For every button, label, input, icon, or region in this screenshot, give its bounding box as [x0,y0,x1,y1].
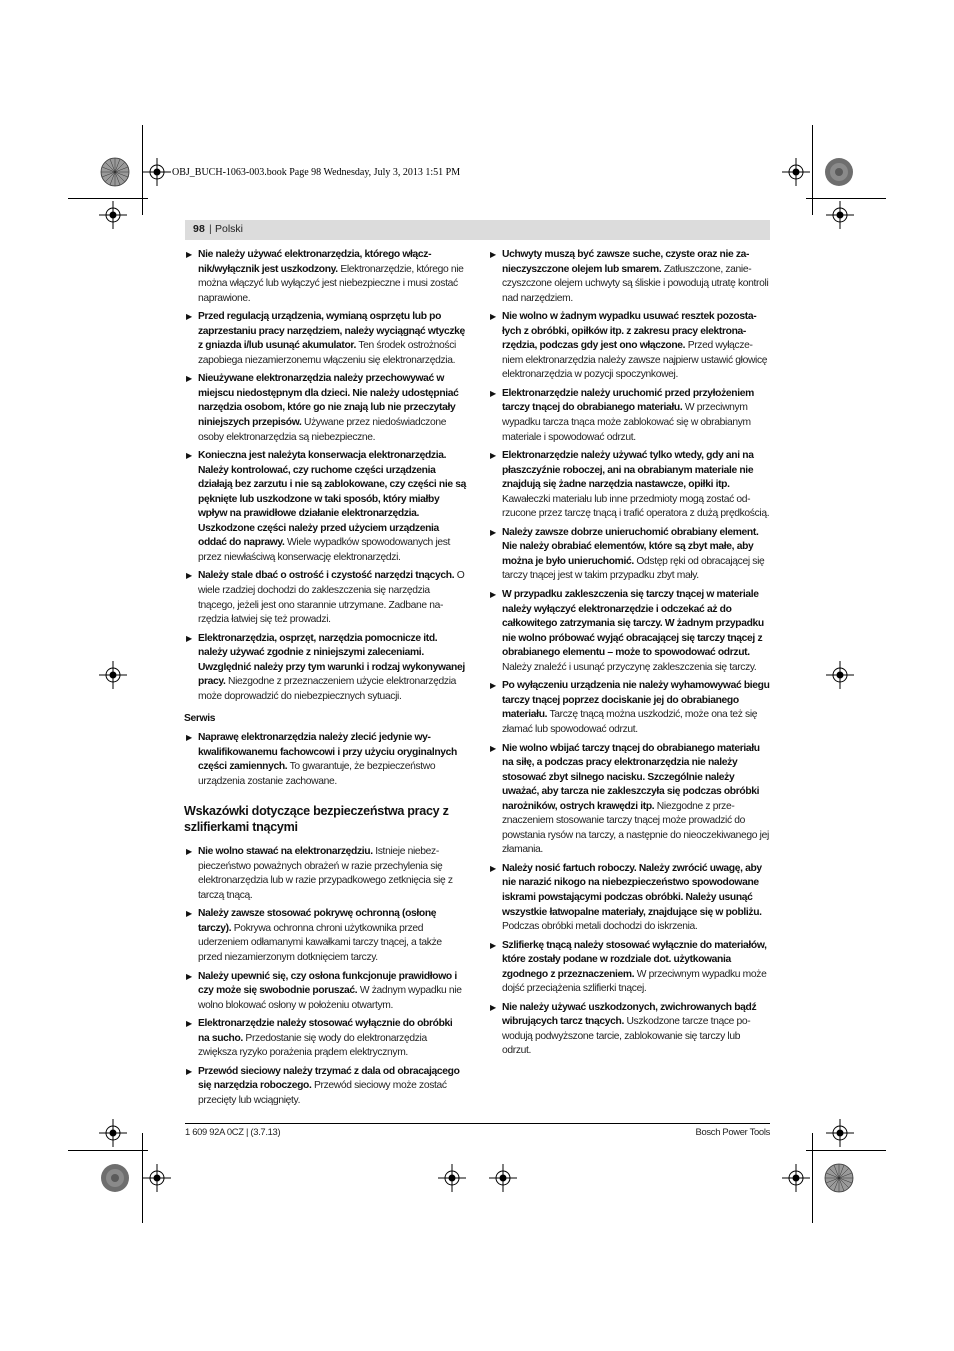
item-body-text: Przewód sieciowy może zostać przecięty lub wciągnięty. [198,1080,447,1106]
list-item [488,679,770,737]
item-bold-text: Przewód sieciowy należy trzymać z dala od obracającego się narzędzia roboczego. [198,1065,460,1092]
list-item [488,742,770,858]
item-bold-text: Elektronarzędzie należy uruchomić przed przyłożeniem tarczy tnącej do obrabianego materiału. [502,387,754,414]
bullet-arrow-icon: ▶ [490,743,496,753]
bullet-arrow-icon: ▶ [186,312,192,322]
item-bold-text: Elektronarzędzie należy używać tylko wtedy, gdy ani na płaszczyźnie roboczej, ani na obrabianym materiale nie znajdują się żadne narzędzia nastawcze, opiłki itp. [502,450,754,491]
bullet-arrow-icon: ▶ [186,909,192,919]
bullet-arrow-icon: ▶ [186,847,192,857]
item-body-text: Niezgodne z przeznaczeniem użycie elektronarzędzia może doprowadzić do niebezpiecznych sytuacji. [198,676,457,702]
item-body-text: Pokrywa ochronna chroni użytkownika przed uderzeniem odłamanymi kawałkami tarczy tnącej, a także przed niezamierzonym dotknięciem tarczy. [198,922,442,963]
page-header [185,220,770,240]
item-body-text: Przedostanie się wody do elektronarzędzia zwiększa ryzyko porażenia prądem elektrycznym. [198,1032,427,1059]
bullet-arrow-icon: ▶ [490,681,496,691]
item-body-text: Używane przez niedoświadczone osoby elektronarzędzia są niebezpieczne. [198,417,447,443]
item-body-text: Odstęp ręki od obracającej się tarczy tnącej jest w takim przypadku zbyt mały. [502,555,765,582]
item-body-text: Elektronarzędzie, którego nie można włączyć lub wyłączyć jest niebezpieczne i musi zostać naprawione. [198,263,464,304]
item-bold-text: Nie należy używać uszkodzonych, zwichrowanych bądź wibrujących tarcz tnących. [502,1001,757,1028]
item-bold-text: Należy nosić fartuch roboczy. Należy zwrócić uwagę, aby nie narazić nikogo na niebezpieczeństwo spowodowane iskrami powstającymi podczas obróbki. Należy usunąć wszystkie łatwopalne materiały, znajdujące się w pobliżu. [502,862,762,918]
list-item [184,310,466,368]
bullet-arrow-icon: ▶ [186,451,192,461]
page-number: 98 [193,223,205,235]
item-bold-text: Nie wolno w żadnym wypadku usuwać resztek pozostałych z obróbki, opiłków itp. z zakresu pracy elektronarzędzia, podczas gdy jest ono włączone. [502,311,757,352]
item-bold-text: Nie wolno wbijać tarczy tnącej do obrabianego materiału na siłę, a podczas pracy elektronarzędzia nie należy stosować zbyt silnego nacisku. Szczególnie należy uważać, aby tarcza nie zakleszczyła się podczas obróbki narożników, ostrych krawędzi itp. [502,742,760,812]
list-item [184,248,466,306]
bullet-arrow-icon: ▶ [186,1066,192,1076]
list-item [184,845,466,903]
bullet-arrow-icon: ▶ [490,250,496,259]
bullet-arrow-icon: ▶ [490,863,496,873]
list-item [488,310,770,383]
item-bold-text: Nieużywane elektronarzędzia należy przechowywać w miejscu niedostępnym dla dzieci. Nie należy udostępniać narzędzia osobom, które go nie znają lub nie przeczytały niniejszych przepisów. [198,373,459,429]
item-body-text: Podczas obróbki metali dochodzi do iskrzenia. [502,921,698,933]
list-item [184,1065,466,1109]
list-item [184,569,466,627]
list-item [184,372,466,445]
item-body-text: W przeciwnym wypadku może dojść przeciążenia szlifierki tnącej. [502,968,767,995]
header-language: Polski [215,223,244,235]
list-item [184,970,466,1014]
bullet-arrow-icon: ▶ [490,590,496,600]
item-body-text: Zatłuszczone, zanieczyszczone olejem uchwyty są śliskie i powodują utratę kontroli nad narzędziem. [502,263,769,304]
item-bold-text: Nie należy używać elektronarzędzia, którego włącznik/wyłącznik jest uszkodzony. [198,249,432,275]
item-bold-text: Po wyłączeniu urządzenia nie należy wyhamowywać biegu tarczy tnącej poprzez dociskanie jej do obrabianego materiału. [502,680,770,721]
item-bold-text: Uchwyty muszą być zawsze suche, czyste oraz nie zanieczyszczone olejem lub smarem. [502,249,750,275]
item-body-text: Istnieje niebezpieczeństwo poważnych obrażeń w razie przechylenia się elektronarzędzia lub w razie przypadkowego zetknięcia się z tarczą tnącą. [198,846,453,901]
list-item [184,449,466,565]
list-item [488,1001,770,1059]
list-item [184,731,466,789]
safety-list-service [184,731,466,789]
footer-rule [185,1123,770,1124]
list-item [184,907,466,965]
footer-doc-number: 1 609 92A 0CZ | (3.7.13) [185,1126,281,1137]
list-item [488,449,770,522]
item-body-text: Uszkodzone tarcze tnące powodują podwyższone tarcie, zablokowanie się tarczy lub odrzut. [502,1016,751,1057]
item-body-text: Przed wyłączeniem elektronarzędzia należy zawsze najpierw ustawić głowicę elektronarzędzia w pozycji spoczynkowej. [502,340,768,381]
header-separator: | [209,223,212,235]
bullet-arrow-icon: ▶ [490,451,496,461]
bullet-arrow-icon: ▶ [186,250,192,259]
safety-list-cutoff-continued [488,248,770,1059]
bullet-arrow-icon: ▶ [186,374,192,384]
item-bold-text: Należy zawsze dobrze unieruchomić obrabiany element. Nie należy obrabiać elementów, które są zbyt małe, aby można je było unieruchomić. [502,526,759,567]
item-bold-text: Konieczna jest należyta konserwacja elektronarzędzia. Należy kontrolować, czy ruchome części urządzenia działają bez zarzutu i nie są zablokowane, czy części nie są pęknięte lub uszkodzone w taki sposób, który miałby wpływ na prawidłowe działanie elektronarzędzia. Uszkodzone części należy przed użyciem urządzenia oddać do naprawy. [198,450,466,549]
item-bold-text: Należy zawsze stosować pokrywę ochronną (osłonę tarczy). [198,908,437,934]
bullet-arrow-icon: ▶ [490,527,496,537]
item-bold-text: Szlifierkę tnącą należy stosować wyłącznie do materiałów, które zostały podane w rozdziale dot. użytkowania zgodnego z przeznaczeniem. [502,939,767,980]
bullet-arrow-icon: ▶ [490,388,496,398]
print-slug: OBJ_BUCH-1063-003.book Page 98 Wednesday, July 3, 2013 1:51 PM [172,167,461,178]
bullet-arrow-icon: ▶ [186,732,192,742]
list-item [488,387,770,445]
list-item [488,862,770,935]
item-body-text: Niezgodne z przeznaczeniem stosowanie tarczy tnącej może prowadzić do powstania rysów na tarczy, a następnie do nieoczekiwanego jej złamania. [502,800,769,856]
footer-brand: Bosch Power Tools [695,1126,770,1137]
bullet-arrow-icon: ▶ [186,633,192,643]
right-column [488,248,770,1063]
item-body-text: O wiele rzadziej dochodzi do zakleszczenia się narzędzia tnącego, jeżeli jest ono starannie utrzymane. Zadbane narzędzia łatwiej się też prowadzi. [198,570,465,626]
list-item [184,1017,466,1061]
item-bold-text: Należy stale dbać o ostrość i czystość narzędzi tnących. [198,570,455,582]
item-body-text: Kawałeczki materiału lub inne przedmioty mogą zostać odrzucone przez tarczę tnącą i trafić operatora z dużą prędkością. [502,493,770,520]
safety-list-general [184,248,466,704]
bullet-arrow-icon: ▶ [490,1002,496,1012]
list-item [488,526,770,584]
item-bold-text: Należy upewnić się, czy osłona funkcjonuje prawidłowo i czy może się swobodnie poruszać. [198,970,457,997]
item-body-text: Należy znaleźć i usunąć przyczynę zakleszczenia się tarczy. [502,661,757,673]
item-body-text: Ten środek ostrożności zapobiega niezamierzonemu włączeniu się elektronarzędzia. [198,340,456,366]
item-body-text: To gwarantuje, że bezpieczeństwo urządzenia zostanie zachowane. [198,761,436,787]
item-bold-text: Przed regulacją urządzenia, wymianą osprzętu lub po zaprzestaniu pracy narzędziem, należy wyciągnąć wtyczkę z gniazda i/lub usunąć akumulator. [198,311,465,352]
item-body-text: Tarczę tnącą można uszkodzić, może ona też się złamać lub spowodować odrzut. [502,709,758,735]
list-item [184,632,466,705]
list-item [488,248,770,306]
list-item [488,939,770,997]
item-body-text: W przeciwnym wypadku tarcza tnąca może zablokować się w obrabianym materiale i spowodować odrzut. [502,402,751,443]
bullet-arrow-icon: ▶ [186,1019,192,1029]
item-body-text: W żadnym wypadku nie wolno blokować osłony w położeniu otwartym. [198,985,462,1011]
bullet-arrow-icon: ▶ [490,312,496,322]
bullet-arrow-icon: ▶ [186,571,192,581]
item-bold-text: Elektronarzędzie należy stosować wyłącznie do obróbki na sucho. [198,1018,453,1044]
safety-list-cutoff [184,845,466,1108]
item-bold-text: Nie wolno stawać na elektronarzędziu. [198,846,373,858]
item-body-text: Wiele wypadków spowodowanych jest przez niewłaściwą konserwację elektronarzędzi. [198,537,451,563]
left-column [184,248,466,1112]
service-heading: Serwis [184,713,216,725]
section-heading: Wskazówki dotyczące bezpieczeństwa pracy z szlifierkami tnącymi [184,804,449,835]
item-bold-text: W przypadku zakleszczenia się tarczy tnącej w materiale należy wyłączyć elektronarzędzie i odczekać aż do całkowitego zatrzymania się tarczy. W żadnym przypadku nie wolno próbować wyjąć obracającej się tarczy tnącej z obrabianego elementu – może to spowodować odrzut. [502,589,764,659]
item-bold-text: Naprawę elektronarzędzia należy zlecić jedynie wykwalifikowanemu fachowcowi i przy użyciu oryginalnych części zamiennych. [198,731,457,773]
list-item [488,588,770,675]
bullet-arrow-icon: ▶ [186,971,192,981]
item-bold-text: Elektronarzędzia, osprzęt, narzędzia pomocnicze itd. należy używać zgodnie z niniejszymi zaleceniami. Uwzględnić należy przy tym warunki i rodzaj wykonywanej pracy. [198,632,465,688]
bullet-arrow-icon: ▶ [490,940,496,950]
